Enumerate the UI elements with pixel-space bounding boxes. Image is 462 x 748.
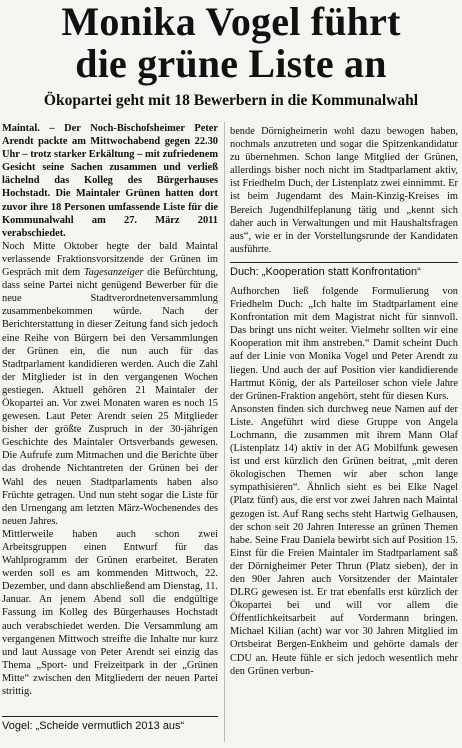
body-paragraph-3: bende Dörnigheimerin wohl dazu bewogen haben, nochmals anzutreten und sogar die Spitzenkandidatur zu übernehmen. Schon lange Mitglied der Grünen, allerdings bisher noch nicht im Stadtparlament aktiv, ist Friedhelm Duch, der Listenplatz zwei einnimmt. Er ist beim Jugendamt des Main-Kinzig-Kreises im Bereich Jugendhilfeplanung tätig und „kennt sich daher auch in Verwaltungen und mit Haushaltsfragen aus“, wie er in der Vorstellungsrunde der Kandidaten ausführte. xyxy=(230,126,458,255)
body-paragraph-1-start: Noch Mitte Oktober hegte der bald Maintal verlassende Fraktionsvorsitzende der Grünen im Gespräch mit dem xyxy=(2,240,218,279)
lead-paragraph: Maintal. – Der Noch-Bischofsheimer Peter Arendt packte am Mittwochabend gegen 22.30 Uhr – trotz starker Erkältung – mit zufriedenem Gesicht seine Sachen zusammen und verließ lächelnd das Kolleg des Bürgerhauses Hochstadt. Die Maintaler Grünen hatten dort zuvor ihre 18 Personen umfassende Liste für die Kommunalwahl am 27. März 2011 verabschiedet. xyxy=(2,123,218,239)
body-paragraph-1-end: die Befürchtung, dass seine Partei nicht genügend Bewerber für die neue Stadtverordnetenversammlung zusammenbekommen würde. Nach der Berichterstattung in dieser Zeitung fand sich jedoch eine Reihe von Bürgern bei den Versammlungen der Grünen ein, die nun auch für das Stadtparlament kandidieren werden. Auch die Zahl der Mitglieder ist in den vergangenen Wochen gestiegen. Aktuell gehören 21 Maintaler der Ökopartei an. Vor zwei Monaten waren es noch 15 gewesen. Laut Peter Arendt seien 25 Mitglieder bisher der größte Zuspruch in der 30-jährigen Geschichte des Maintaler Ortsverbands gewesen. Die Aufrufe zum Mitmachen und die Berichte über das drohende Nichtantreten der Grünen bei der Wahl des neuen Stadtparlaments haben also Früchte getragen. Und nun steht sogar die Liste für den Urnengang am letzten März-Wochenendes des neuen Jahres. xyxy=(2,267,218,527)
subheading-rule xyxy=(230,262,458,263)
column-divider xyxy=(224,122,225,742)
headline-line-1: Monika Vogel führt xyxy=(61,0,401,44)
article-column-right xyxy=(230,125,458,678)
section-caption: Vogel: „Scheide vermutlich 2013 aus“ xyxy=(2,716,218,733)
subheading-duch: Duch: „Kooperation statt Konfrontation“ xyxy=(230,265,421,278)
subheadline: Ökopartei geht mit 18 Bewerbern in die Kommunalwahl xyxy=(43,92,419,109)
body-paragraph-2: Mittlerweile haben auch schon zwei Arbeitsgruppen einen Entwurf für das Wahlprogramm der Grünen erarbeitet. Beraten werden soll es am kommenden Mittwoch, 22. Dezember, und dann abschließend am Dienstag, 11. Januar. An jenem Abend soll die endgültige Fassung im Kolleg des Bürgerhauses Hochstadt auch verabschiedet werden. Die Versammlung am vergangenen Mittwoch streifte die Inhalte nur kurz und laut Aussage von Peter Arendt sei einzig das Thema „Sport- und Freizeitpark in der „Grünen Mitte“ zwischen den Mitgliedern der neuen Partei strittig. xyxy=(2,528,218,698)
body-paragraph-5: Ansonsten finden sich durchweg neue Namen auf der Liste. Angeführt wird diese Gruppe von Angela Lochmann, die zusammen mit ihrem Mann Olaf (Listenplatz 14) aktiv in der AG Mobilfunk gewesen ist und erst kürzlich den Grünen beitrat, „mit deren ökologischen Themen wir aber schon lange sympathisieren“. Ähnlich sieht es bei Elke Nagel (Platz fünf) aus, die erst vor zwei Jahren nach Maintal gezogen ist. Auf Rang sechs steht Hartwig Gelhausen, der schon seit 20 Jahren Interesse an grünen Themen habe. Seine Frau Daniela bewirbt sich auf Position 15. Einst für die Freien Maintaler im Stadtparlament saß der Dörnigheimer Peter Thrun (Platz sieben), der in den 90er Jahren auch Vorsitzender der Maintaler DLRG gewesen ist. Er trat ebenfalls erst kürzlich der Ökopartei bei und will vor allem die Öffentlichkeitsarbeit auf Vordermann bringen. Michael Kilian (acht) war vor 30 Jahren Mitglied im Ortsbeirat Bergen-Enkheim und gehörte damals der CDU an. Heute fühle er sich jedoch wesentlich mehr den Grünen verbun- xyxy=(230,403,458,677)
body-paragraph-1 xyxy=(2,240,218,528)
body-paragraph-4: Aufhorchen ließ folgende Formulierung von Friedhelm Duch: „Ich halte im Stadtparlament eine Konfrontation mit dem Magistrat nicht für sinnvoll. Das bringt uns nicht weiter. Vielmehr sollten wir eine Kooperation mit ihm anstreben.“ Damit scheint Duch auf der Linie von Monika Vogel und Peter Arendt zu liegen. Und auch der auf Position vier kandidierende Hartmut König, der als Parteiloser schon viele Jahre der Grünen-Fraktion angehört, steht für diesen Kurs. xyxy=(230,285,458,402)
newspaper-name: Tagesanzeiger xyxy=(83,267,144,279)
headline-line-2: die grüne Liste an xyxy=(75,41,387,86)
article-column-left xyxy=(2,122,218,698)
